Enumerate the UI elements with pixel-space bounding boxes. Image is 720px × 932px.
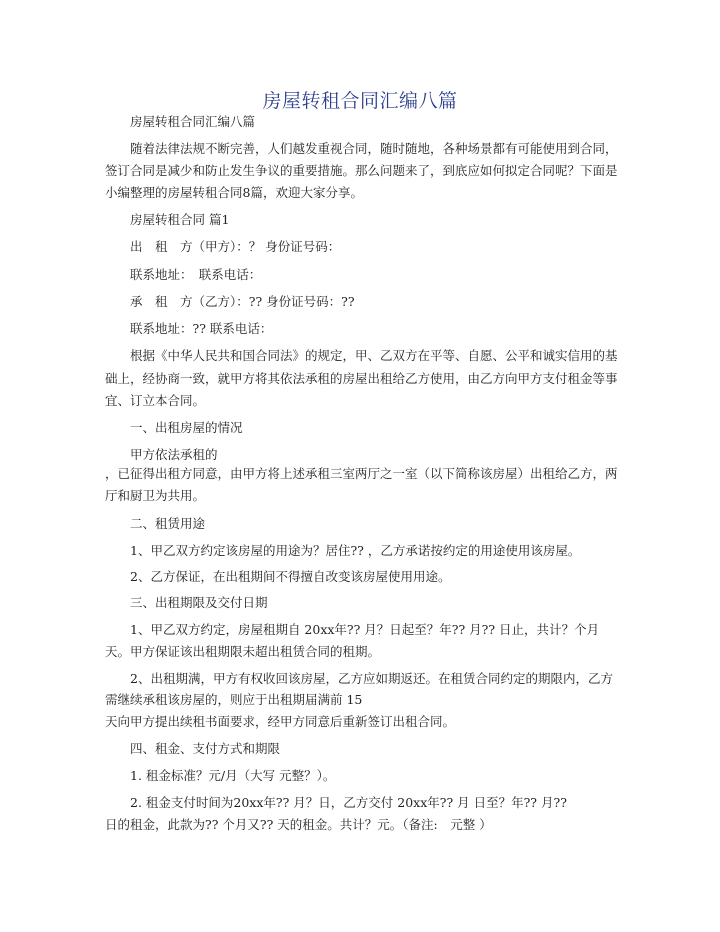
intro-line: 小编整理的房屋转租合同8篇，欢迎大家分享。 xyxy=(105,185,363,200)
section-1-heading: 一、出租房屋的情况 xyxy=(130,420,243,435)
basis-line: 根据《中华人民共和国合同法》的规定，甲、乙双方在平等、自愿、公平和诚实信用的基 xyxy=(130,348,618,363)
basis-line: 宜、订立本合同。 xyxy=(105,393,206,408)
lessee-line: 承 租 方（乙方）：?? 身份证号码：?? xyxy=(130,294,355,309)
section-heading: 房屋转租合同 篇1 xyxy=(130,212,230,227)
section-1-line: 厅和厨卫为共用。 xyxy=(105,488,206,503)
section-3-item: 天向甲方提出续租书面要求，经甲方同意后重新签订出租合同。 xyxy=(105,714,456,729)
section-4-heading: 四、租金、支付方式和期限 xyxy=(130,741,281,756)
section-3-item: 天。甲方保证该出租期限未超出租赁合同的租期。 xyxy=(105,644,381,659)
document-subtitle: 房屋转租合同汇编八篇 xyxy=(130,114,256,129)
lessee-contact: 联系地址：?? 联系电话： xyxy=(130,321,273,336)
section-1-line: ，已征得出租方同意，由甲方将上述承租三室两厅之一室（以下简称该房屋）出租给乙方，两 xyxy=(105,466,618,481)
section-3-item: 1、甲乙双方约定，房屋租期自 20xx年?? 月？日起至？年?? 月?? 日止，共计？个月 xyxy=(130,622,600,637)
lessor-line: 出 租 方（甲方）：？ 身份证号码： xyxy=(130,239,341,254)
intro-line: 签订合同是减少和防止发生争议的重要措施。那么问题来了，到底应如何拟定合同呢？下面是 xyxy=(105,163,618,178)
section-2-item: 1、甲乙双方约定该房屋的用途为？居住?? ，乙方承诺按约定的用途使用该房屋。 xyxy=(130,543,581,558)
section-4-item: 2. 租金支付时间为20xx年?? 月？日，乙方交付 20xx年?? 月 日至？年?? 月?? xyxy=(130,795,567,810)
intro-line: 随着法律法规不断完善，人们越发重视合同，随时随地，各种场景都有可能使用到合同， xyxy=(130,141,618,156)
document-title: 房屋转租合同汇编八篇 xyxy=(262,90,458,112)
section-3-item: 需继续承租该房屋的，则应于出租期届满前 15 xyxy=(105,692,363,707)
basis-line: 础上，经协商一致，就甲方将其依法承租的房屋出租给乙方使用，由乙方向甲方支付租金等事 xyxy=(105,371,618,386)
section-4-item: 1. 租金标准？元/月（大写 元整？）。 xyxy=(130,768,336,783)
lessor-contact: 联系地址： 联系电话： xyxy=(130,267,262,282)
section-2-heading: 二、租赁用途 xyxy=(130,516,206,531)
section-3-heading: 三、出租期限及交付日期 xyxy=(130,595,268,610)
section-3-item: 2、出租期满，甲方有权收回该房屋，乙方应如期返还。在租赁合同约定的期限内，乙方 xyxy=(130,671,613,686)
section-2-item: 2、乙方保证，在出租期间不得擅自改变该房屋使用用途。 xyxy=(130,569,451,584)
section-1-line: 甲方依法承租的 xyxy=(130,447,218,462)
section-4-item: 日的租金，此款为?? 个月又?? 天的租金。共计？元。（备注: 元整 ） xyxy=(105,817,492,832)
